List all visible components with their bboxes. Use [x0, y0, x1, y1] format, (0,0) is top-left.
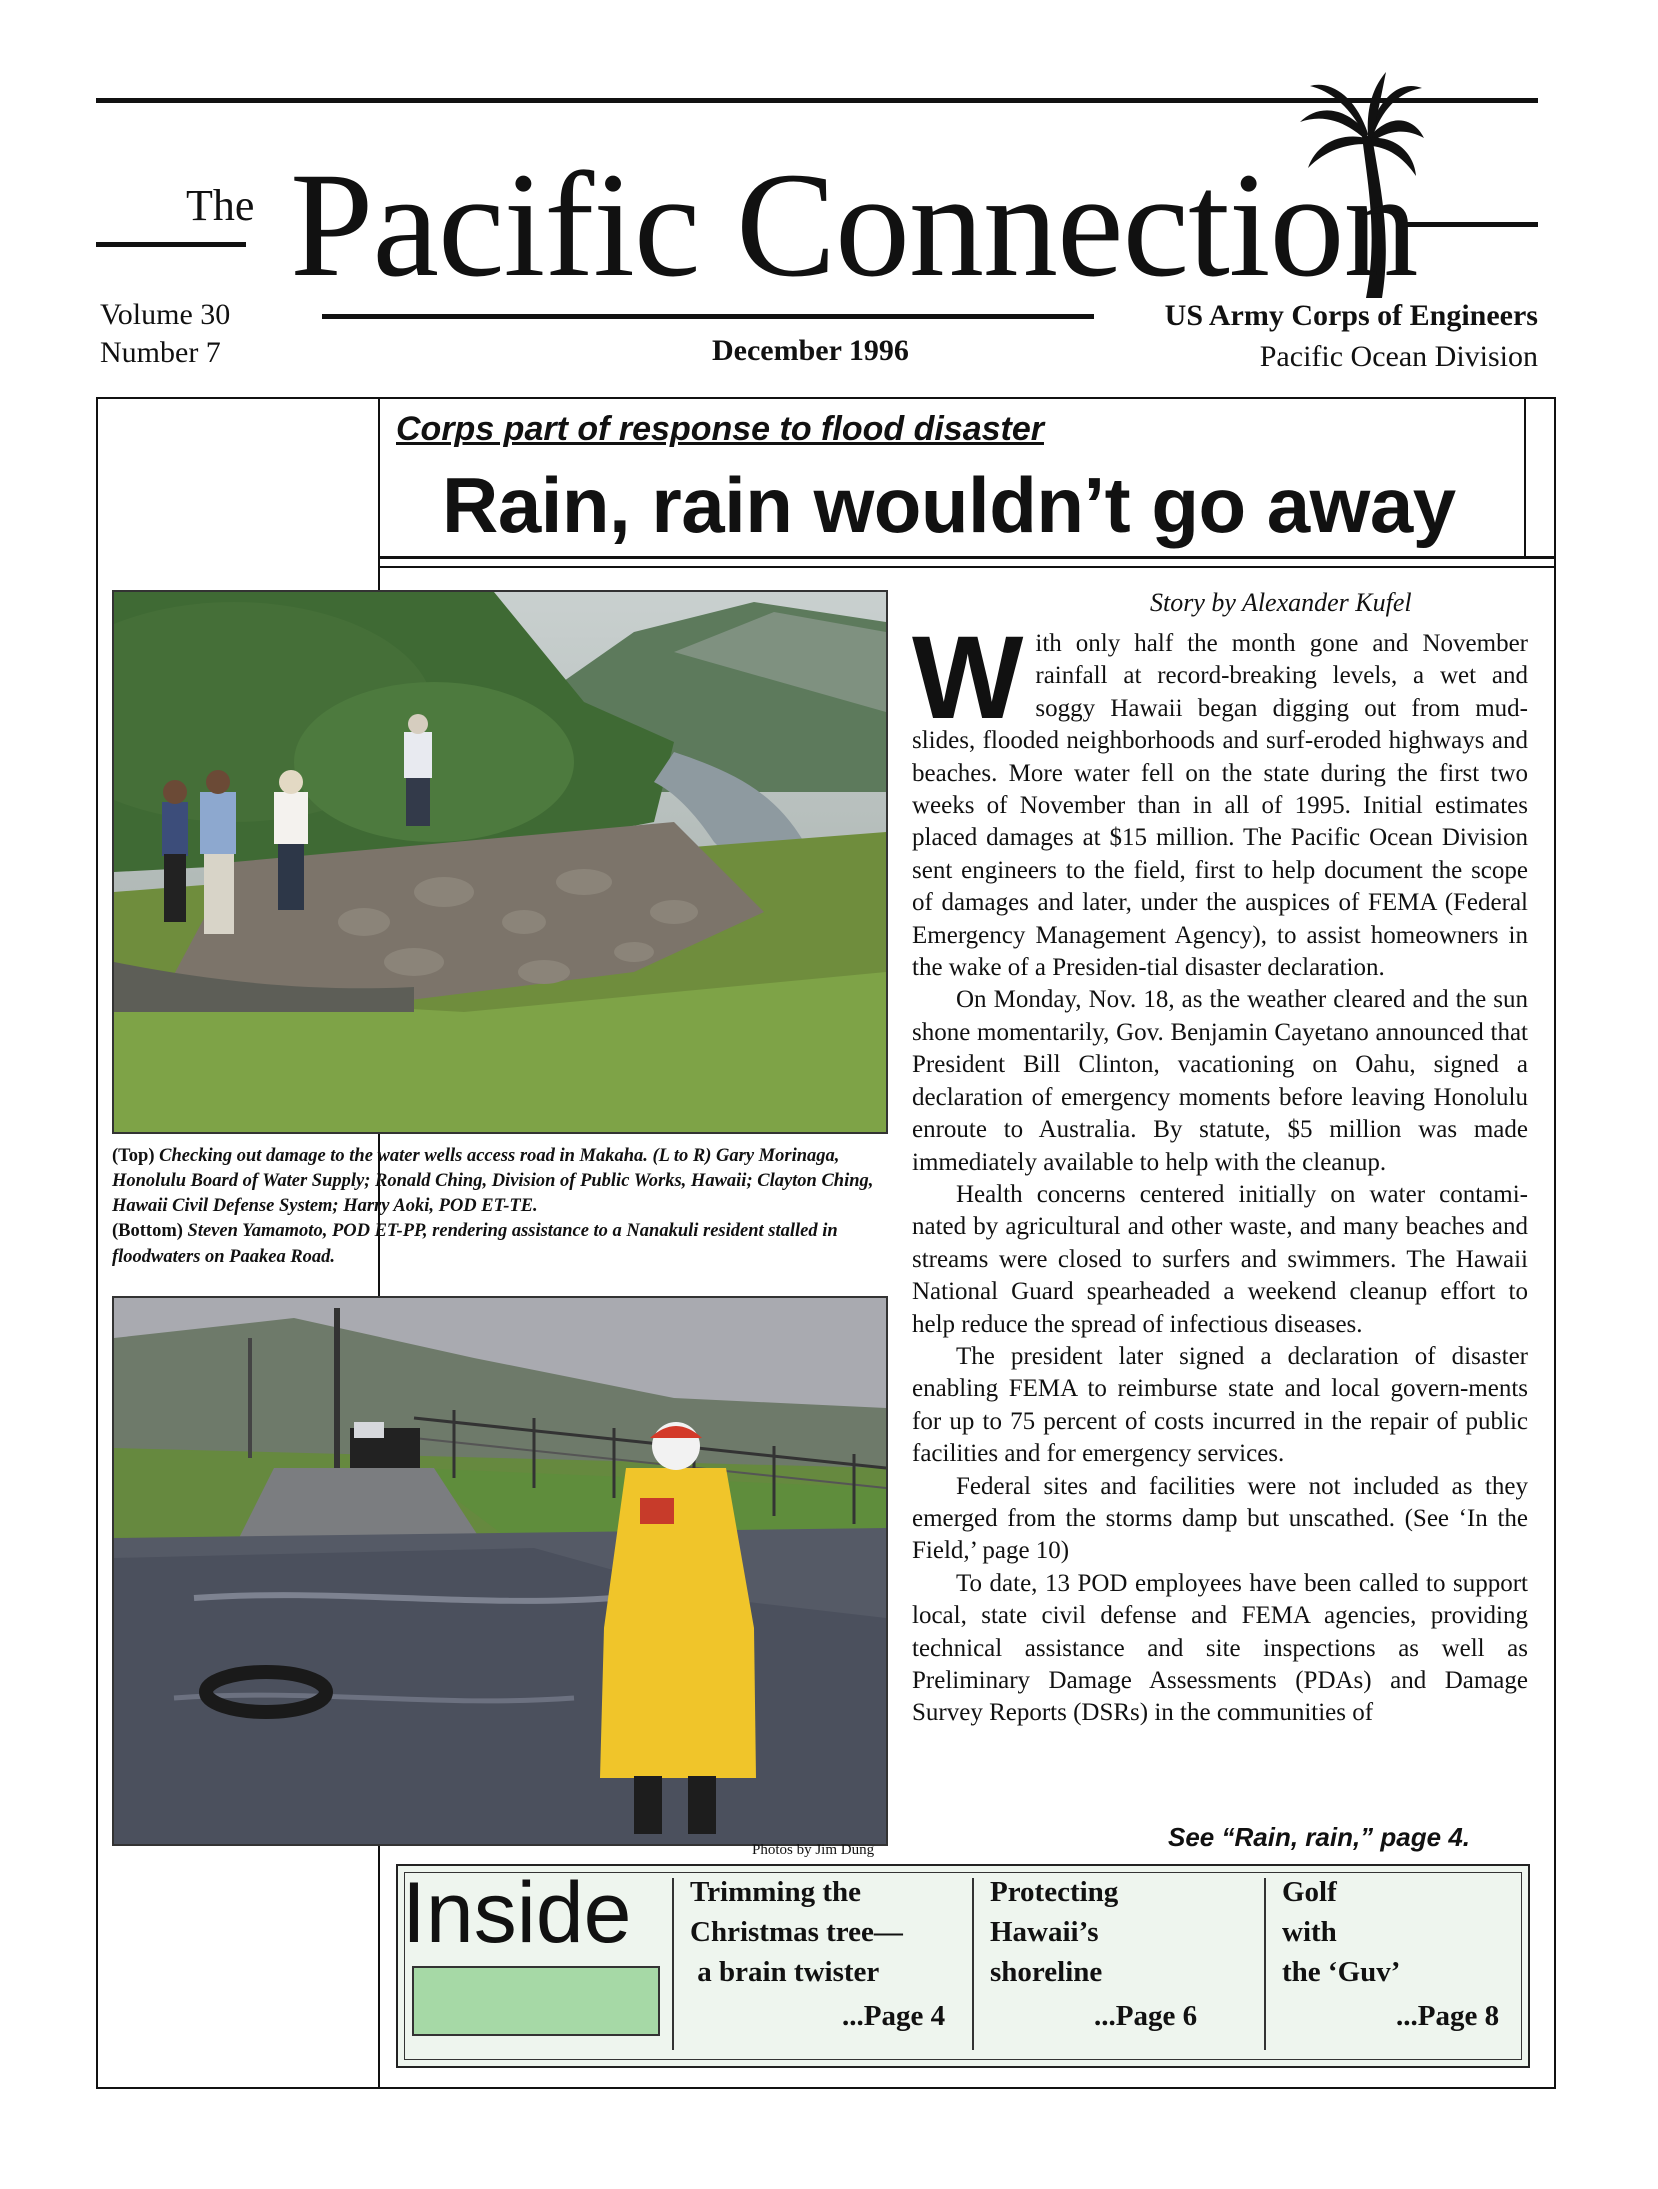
inside-color-swatch	[412, 1966, 660, 2036]
inside-item-2-line-2: Hawaii’s	[990, 1916, 1099, 1948]
inside-item-3-line-1: Golf	[1282, 1876, 1337, 1908]
inside-item-3-line-2: with	[1282, 1916, 1337, 1948]
issue-info	[100, 296, 230, 371]
headline-rule-2	[378, 566, 1554, 568]
inside-item-1[interactable]	[690, 1872, 903, 1992]
paragraph-2: On Monday, Nov. 18, as the weather cleared and the sun shone momentarily, Gov. Benjamin Cayetano announced that President Bill Clinton, vacationing on Oahu, signed a declaration of emergency moments before leaving Honolulu enroute to Australia. By statute, $5 million was made immediately available to help with the cleanup.	[912, 986, 1528, 1176]
photo-credit: Photos by Jim Dung	[752, 1842, 875, 1858]
org-name: US Army Corps of Engineers	[1164, 299, 1538, 332]
masthead-the: The	[186, 181, 255, 230]
inside-item-1-line-1: Trimming the	[690, 1876, 862, 1908]
photo-top	[112, 590, 888, 1134]
caption-bottom-text: Steven Yamamoto, POD ET-PP, rendering assistance to a Nanakuli resident stalled in floodwaters on Paakea Road.	[112, 1221, 838, 1267]
paragraph-6: To date, 13 POD employees have been called to support local, state civil defense and FEMA agencies, providing technical assistance and site inspections as well as Preliminary Damage Assessments (PDAs) and Damage Survey Reports (DSRs) in the communities of	[912, 1569, 1528, 1727]
photo-bottom	[112, 1296, 888, 1846]
volume-label: Volume 30	[100, 298, 231, 331]
caption-top-label: (Top)	[112, 1146, 155, 1166]
inside-divider-1	[672, 1878, 674, 2050]
headline-rule-right	[1524, 398, 1526, 556]
inside-item-1-page[interactable]: ...Page 4	[842, 2000, 946, 2032]
paragraph-4: The president later signed a declaration of disaster enabling FEMA to reimburse state and local govern-ments for up to 75 percent of costs incurred in the repair of public facilities and for emergency services.	[912, 1342, 1528, 1468]
masthead-bottom-rule	[322, 314, 1094, 319]
org-division: Pacific Ocean Division	[1259, 339, 1538, 373]
article-headline: Rain, rain wouldn’t go away	[442, 461, 1456, 549]
issue-date: December 1996	[712, 334, 909, 367]
article-kicker: Corps part of response to flood disaster	[396, 410, 1044, 448]
paragraph-1	[912, 612, 1528, 984]
caption-bottom-label: (Bottom)	[112, 1221, 183, 1242]
masthead-left-rule	[96, 242, 246, 247]
inside-item-2-line-1: Protecting	[990, 1876, 1119, 1908]
inside-item-2-line-3: shoreline	[990, 1956, 1103, 1988]
inside-item-2-page[interactable]: ...Page 6	[1094, 2000, 1198, 2032]
article-byline: Story by Alexander Kufel	[1150, 588, 1412, 617]
inside-item-3[interactable]	[1282, 1872, 1400, 1992]
inside-item-3-line-3: the ‘Guv’	[1282, 1956, 1401, 1988]
newsletter-title: Pacific Connection	[290, 142, 1418, 308]
inside-item-3-page[interactable]: ...Page 8	[1396, 2000, 1500, 2032]
paragraph-5: Federal sites and facilities were not included as they emerged from the storms damp but unscathed. (See ‘In the Field,’ page 10)	[912, 1472, 1528, 1565]
organization-info	[1165, 296, 1538, 377]
inside-item-2[interactable]	[990, 1872, 1118, 1992]
inside-item-1-line-2: Christmas tree—	[690, 1916, 903, 1948]
inside-label: Inside	[402, 1865, 632, 1961]
paragraph-1-text: ith only half the month gone and November rainfall at record-breaking levels, a wet and soggy Hawaii began digging out from mud-slides, flooded neighborhoods and surf-eroded highways and beaches. More water fell on the state during the first two weeks of November than in all of 1995. Initial estimates placed damages at $15 million. The Pacific Ocean Division sent engineers to the field, first to help document the scope of damages and later, under the auspices of FEMA (Federal Emergency Management Agency), to assist homeowners in the wake of a Presiden-tial disaster declaration.	[912, 630, 1528, 982]
headline-rule-1	[378, 556, 1554, 559]
article-body	[912, 612, 1528, 1730]
drop-cap: W	[912, 612, 1024, 744]
inside-item-1-line-3: a brain twister	[690, 1956, 880, 1988]
continued-link[interactable]: See “Rain, rain,” page 4.	[1168, 1822, 1470, 1852]
number-label: Number 7	[100, 335, 221, 369]
paragraph-3: Health concerns centered initially on water contami-nated by agricultural and other waste, and many beaches and streams were closed to surfers and swimmers. The Hawaii National Guard spearheaded a weekend cleanup effort to help reduce the spread of infectious diseases.	[912, 1180, 1528, 1338]
caption-top-text: Checking out damage to the water wells access road in Makaha. (L to R) Gary Morinaga, Honolulu Board of Water Supply; Ronald Ching, Division of Public Works, Hawaii; Clayton Ching, Hawaii Civil Defense System; Harry Aoki, POD ET-TE.	[112, 1146, 874, 1217]
inside-divider-3	[1264, 1878, 1266, 2050]
inside-divider-2	[972, 1878, 974, 2050]
photo-caption	[112, 1144, 892, 1270]
